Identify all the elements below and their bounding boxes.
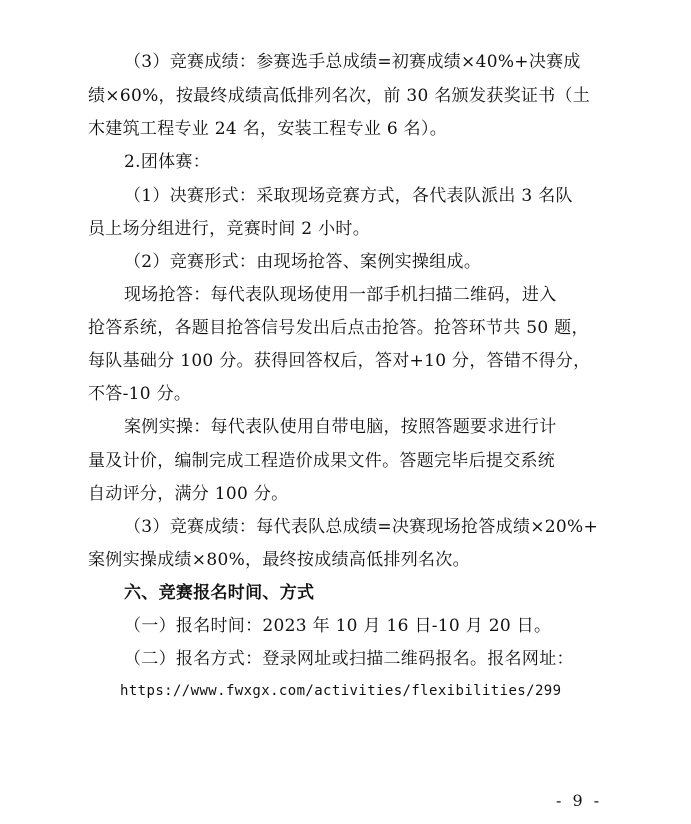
text-line-registration-time: （一）报名时间：2023 年 10 月 16 日-10 月 20 日。: [124, 616, 552, 636]
text-line-final-format: （1）决赛形式：采取现场竞赛方式，各代表队派出 3 名队: [124, 186, 573, 206]
text-line: 自动评分，满分 100 分。: [88, 484, 289, 504]
text-line: 量及计价，编制完成工程造价成果文件。答题完毕后提交系统: [88, 451, 556, 471]
text-line: 绩×60%，按最终成绩高低排列名次，前 30 名颁发获奖证书（土: [88, 86, 591, 106]
page-number: - 9 -: [556, 791, 603, 810]
text-line: 不答-10 分。: [88, 384, 192, 404]
section-heading-registration: 六、竞赛报名时间、方式: [124, 583, 315, 603]
text-line-competition-format: （2）竞赛形式：由现场抢答、案例实操组成。: [124, 252, 482, 272]
text-line-score-individual: （3）竞赛成绩：参赛选手总成绩=初赛成绩×40%+决赛成: [124, 52, 581, 72]
text-line-registration-method: （二）报名方式：登录网址或扫描二维码报名。报名网址：: [124, 649, 574, 669]
text-line: 员上场分组进行，竞赛时间 2 小时。: [88, 219, 371, 239]
text-line: 抢答系统，各题目抢答信号发出后点击抢答。抢答环节共 50 题，: [88, 318, 589, 338]
text-line-quick-answer: 现场抢答：每代表队现场使用一部手机扫描二维码，进入: [124, 285, 557, 305]
text-line-score-team: （3）竞赛成绩：每代表队总成绩=决赛现场抢答成绩×20%+: [124, 517, 599, 537]
text-line: 每队基础分 100 分。获得回答权后，答对+10 分，答错不得分，: [88, 351, 591, 371]
text-line: 案例实操成绩×80%，最终按成绩高低排列名次。: [88, 550, 470, 570]
registration-url: https://www.fwxgx.com/activities/flexibilities/299: [120, 683, 562, 699]
text-line: 木建筑工程专业 24 名，安装工程专业 6 名）。: [88, 119, 448, 139]
text-line-team-heading: 2.团体赛：: [124, 152, 211, 172]
text-line-case-practice: 案例实操：每代表队使用自带电脑，按照答题要求进行计: [124, 417, 557, 437]
